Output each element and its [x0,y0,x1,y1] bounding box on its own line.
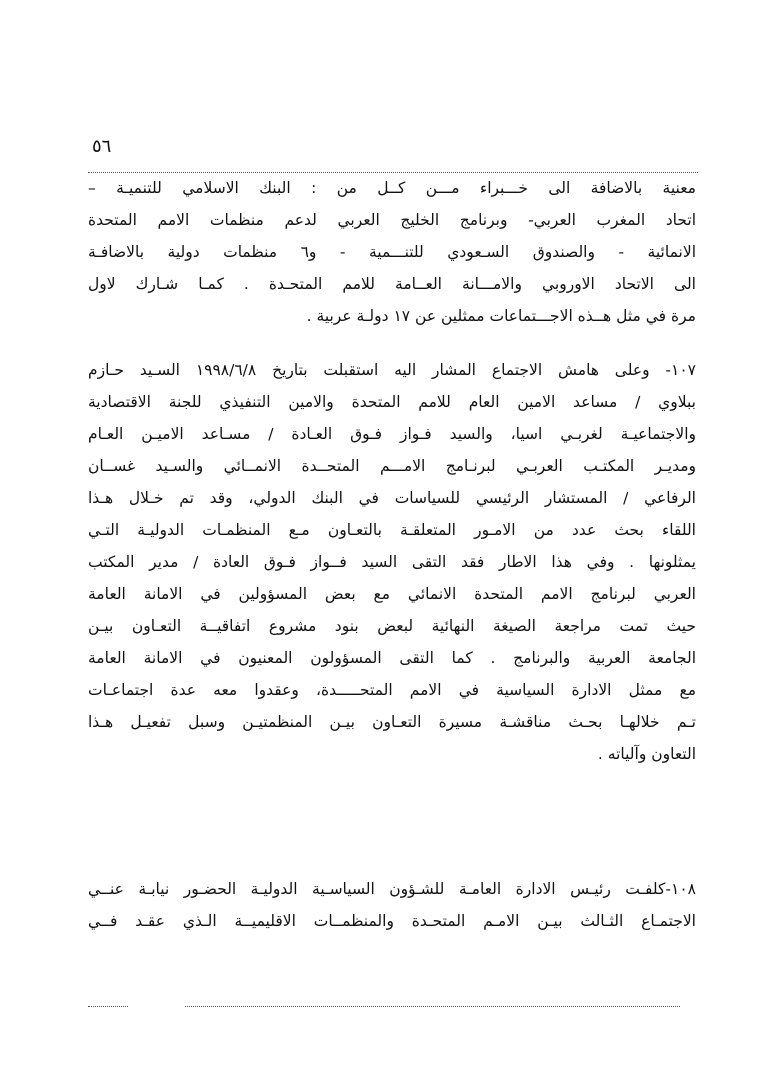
text-line: التعاون وآلياته . [597,745,696,763]
text-line: ١٠٧- وعلى هامش الاجتماع المشار اليه استقبلت بتاريخ ١٩٩٨/٦/٨ السـيد حـازم [88,361,696,379]
page-number: ٥٦ [92,136,112,157]
paragraph-108 [88,873,696,937]
paragraph-intro [88,172,696,332]
text-line: يمثلونها . وفي هذا الاطار فقد التقى السيد فــواز فـوق العادة / مدير المكتب [88,553,696,571]
text-line: مرة في مثل هــذه الاجـــتماعات ممثلين عن ١٧ دولـة عربية . [306,307,696,325]
text-line: الى الاتحاد الاوروبي والامـــانة العــامة للامم المتحـدة . كمـا شـارك لاول [88,275,696,293]
text-line: الجامعة العربية والبرنامج . كما التقى المسؤولون المعنيون في الامانة العامة [88,649,696,667]
text-line: الرفاعي / المستشار الرئيسي للسياسات في البنك الدولي، وقد تم خـلال هـذا [88,489,696,507]
footer-divider-short [88,1006,128,1007]
text-line: اتحاد المغرب العربي- وبرنامج الخليج العربي لدعم منظمات الامم المتحدة [88,211,696,229]
text-line: معنية بالاضافة الى خـــبراء مـــن كــل من : البنك الاسلامي للتنميـة – [88,179,696,197]
text-line: تـم خلالهـا بحـث مناقشـة مسيرة التعـاون بيـن المنظمتيـن وسبل تفعيـل هـذا [88,713,696,731]
text-line: الاجتمـاع الثـالث بيـن الامـم المتحـدة والمنظمــات الاقليميــة الـذي عقـد فــي [88,912,696,930]
text-line: ببلاوي / مساعد الامين العام للامم المتحدة والامين التنفيذي للجنة الاقتصادية [88,393,696,411]
text-line: اللقاء بحث عدد من الامـور المتعلقـة بالتعـاون مـع المنظمـات الدوليـة التـي [88,521,696,539]
text-line: مع ممثل الادارة السياسية في الامم المتحـــــدة، وعقدوا معه عدة اجتماعـات [88,681,696,699]
text-line: ١٠٨-كلفـت رئيـس الادارة العامـة للشـؤون السياسـية الدوليـة الحضـور نيابـة عنــي [88,880,696,898]
footer-divider [185,1006,680,1007]
text-line: العربي لبرنامج الامم المتحدة الانمائي مع بعض المسؤولين في الامانة العامة [88,585,696,603]
text-line: حيث تمت مراجعة الصيغة النهائية لبعض بنود مشروع اتفاقيــة التعـاون بيـن [88,617,696,635]
text-line: ومديـر المكتـب العربـي لبرنـامج الامـــم المتحــدة الانمــائي والسـيد غســان [88,457,696,475]
paragraph-107 [88,354,696,770]
text-line: الانمائية - والصندوق السـعودي للتنـــمية - و٦ منظمات دولية بالاضافـة [88,243,697,261]
text-line: والاجتماعيـة لغربـي اسيا، والسيد فـواز فـوق العـادة / مسـاعد الاميـن العـام [88,425,696,443]
